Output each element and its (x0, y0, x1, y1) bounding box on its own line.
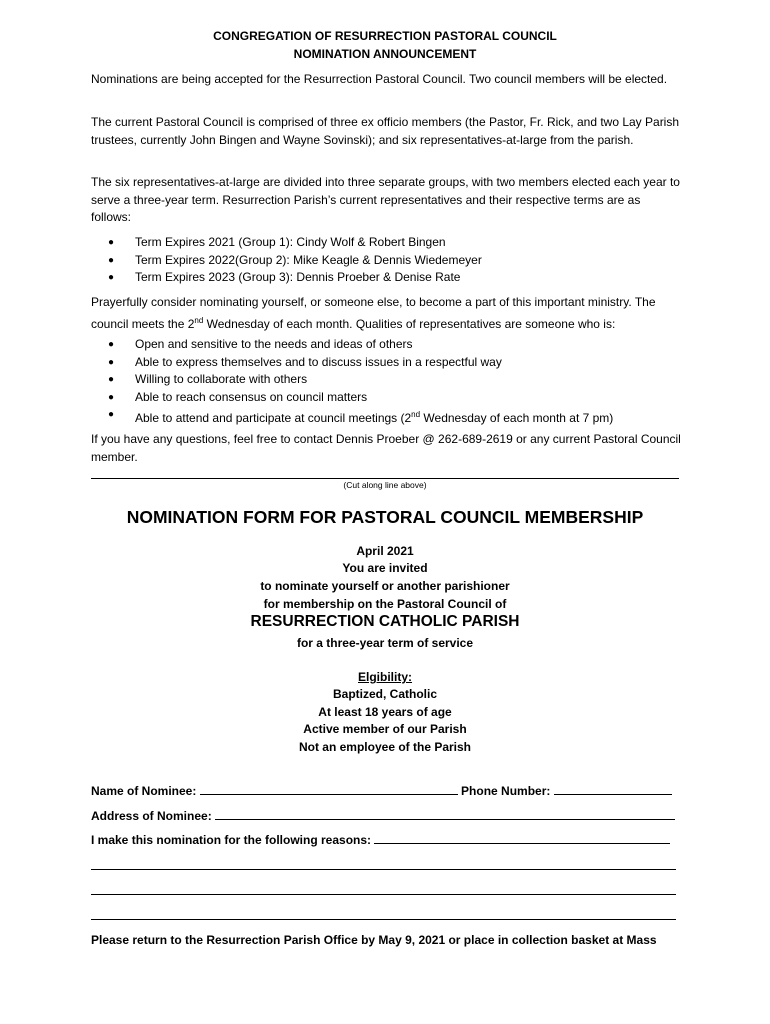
list-item: ● Able to express themselves and to discuss issues in a respectful way (108, 354, 613, 372)
qualities-list (108, 336, 613, 428)
eligibility-item: At least 18 years of age (318, 705, 452, 719)
return-note: Please return to the Resurrection Parish Office by May 9, 2021 or place in collection basket at Mass (91, 933, 657, 947)
term-line: for a three-year term of service (296, 636, 474, 650)
invite-line-1: You are invited (342, 561, 428, 575)
nominee-name-field[interactable] (200, 783, 458, 795)
eligibility-heading: Elgibility: (358, 670, 412, 684)
quality-last-pre: Able to attend and participate at council meetings (2 (135, 411, 412, 425)
quality-last-post: Wednesday of each month at 7 pm) (420, 411, 614, 425)
nominee-name-label: Name of Nominee: (91, 784, 197, 798)
eligibility-item: Active member of our Parish (303, 722, 467, 736)
nominee-name-row (91, 783, 672, 798)
header-subtitle: NOMINATION ANNOUNCEMENT (293, 47, 477, 61)
prayer-line2-post: Wednesday of each month. Qualities of representatives are someone who is: (203, 316, 616, 331)
list-item: ● Able to reach consensus on council matters (108, 389, 613, 407)
nominee-address-field[interactable] (215, 808, 675, 820)
reasons-label: I make this nomination for the following reasons: (91, 833, 372, 847)
phone-number-field[interactable] (554, 783, 672, 795)
form-date: April 2021 (356, 544, 414, 558)
prayer-line2-pre: The council meets the 2 (91, 295, 656, 331)
prayer-paragraph (91, 294, 681, 333)
list-item: ● Term Expires 2023 (Group 3): Dennis Proeber & Denise Rate (108, 269, 482, 287)
form-title: NOMINATION FORM FOR PASTORAL COUNCIL MEMBERSHIP (126, 507, 644, 527)
contact-paragraph: If you have any questions, feel free to contact Dennis Proeber @ 262-689-2619 or any current Pastoral Council member. (91, 432, 681, 464)
list-item: ● Term Expires 2021 (Group 1): Cindy Wolf & Robert Bingen (108, 234, 482, 252)
reasons-field[interactable] (374, 832, 670, 844)
eligibility-item: Baptized, Catholic (332, 687, 437, 701)
prayer-line2-sup: nd (194, 315, 204, 325)
nominee-address-label: Address of Nominee: (91, 809, 212, 823)
nominee-address-row (91, 808, 675, 823)
invite-line-3: for membership on the Pastoral Council of (263, 597, 507, 611)
reasons-line[interactable] (91, 919, 676, 920)
list-item: ● Willing to collaborate with others (108, 371, 613, 389)
header-title: CONGREGATION OF RESURRECTION PASTORAL COUNCIL (213, 29, 557, 43)
terms-list (108, 234, 482, 287)
intro-paragraph: Nominations are being accepted for the Resurrection Pastoral Council. Two council members will be elected. (91, 72, 668, 86)
cut-note: (Cut along line above) (343, 480, 427, 490)
list-item: ● Open and sensitive to the needs and ideas of others (108, 336, 613, 354)
reasons-line[interactable] (91, 894, 676, 895)
phone-number-label: Phone Number: (461, 784, 551, 798)
composition-paragraph: The current Pastoral Council is comprised of three ex officio members (the Pastor, Fr. Rick, and two Lay Parish trustees, currently John Bingen and Wayne Sovinski); and six representatives-at-large from the parish. (91, 115, 680, 147)
quality-last-sup: nd (411, 410, 421, 419)
groups-paragraph: The six representatives-at-large are divided into three separate groups, with two members elected each year to serve a three-year term. Resurrection Parish’s current representatives and their respective terms are as follows: (91, 175, 680, 224)
eligibility-item: Not an employee of the Parish (298, 740, 472, 754)
invite-line-2: to nominate yourself or another parishioner (260, 579, 510, 593)
reasons-row (91, 832, 670, 847)
list-item: ● Term Expires 2022(Group 2): Mike Keagle & Dennis Wiedemeyer (108, 252, 482, 270)
prayer-line1: Prayerfully consider nominating yourself, or someone else, to become a part of this important ministry. (91, 295, 632, 309)
cut-line (91, 478, 679, 479)
parish-name: RESURRECTION CATHOLIC PARISH (250, 613, 520, 630)
reasons-line[interactable] (91, 869, 676, 870)
list-item-meetings (108, 406, 613, 428)
